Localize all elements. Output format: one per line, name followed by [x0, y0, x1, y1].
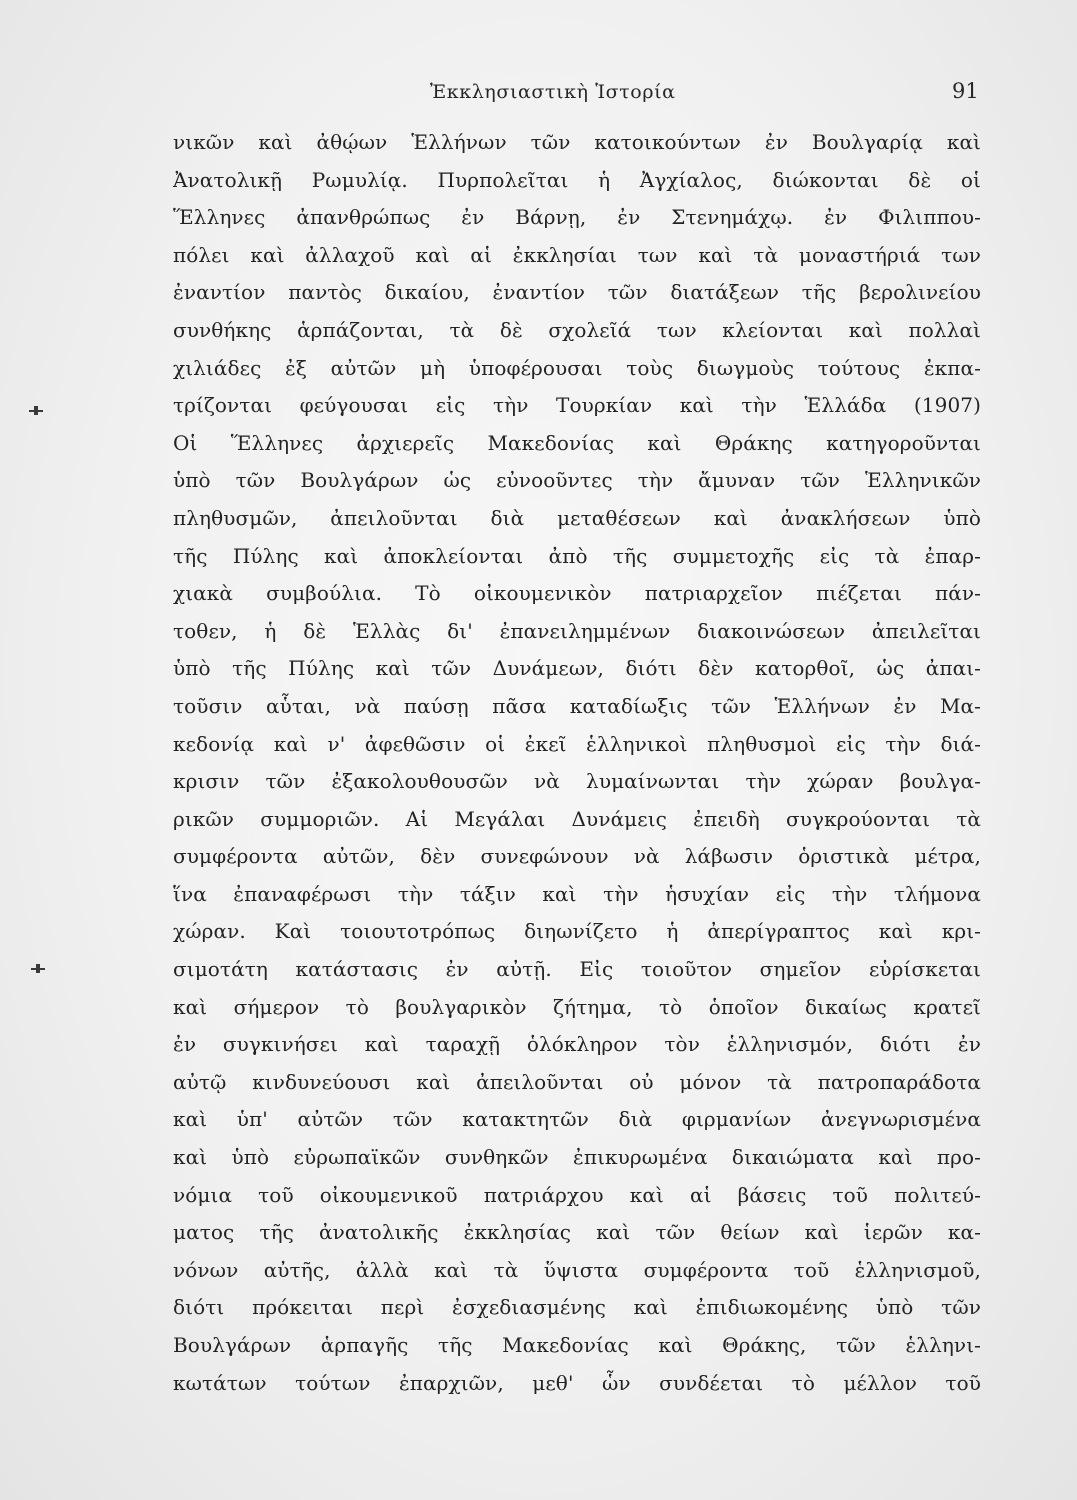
text-line: χιακὰ συμβούλια. Τὸ οἰκουμενικὸν πατριαρχεῖον πιέζεται πάν-: [173, 581, 981, 606]
text-line: Οἱ Ἕλληνες ἀρχιερεῖς Μακεδονίας καὶ Θράκης κατηγοροῦνται: [173, 430, 981, 455]
text-line: ρικῶν συμμοριῶν. Αἱ Μεγάλαι Δυνάμεις ἐπειδὴ συγκρούονται τὰ: [173, 806, 981, 831]
text-line: τρίζονται φεύγουσαι εἰς τὴν Τουρκίαν καὶ τὴν Ἑλλάδα (1907): [173, 393, 981, 418]
running-head-title: Ἐκκλησιαστικὴ Ἱστορία: [430, 81, 676, 103]
text-line: πόλει καὶ ἀλλαχοῦ καὶ αἱ ἐκκλησίαι των καὶ τὰ μοναστήριά των: [173, 242, 981, 267]
text-line: ὑπὸ τῆς Πύλης καὶ τῶν Δυνάμεων, διότι δὲν κατορθοῖ, ὡς ἀπαι-: [173, 656, 981, 681]
text-line: Ἕλληνες ἀπανθρώπως ἐν Βάρνῃ, ἐν Στενημάχῳ. ἐν Φιλιππου-: [173, 205, 981, 230]
text-line: κωτάτων τούτων ἐπαρχιῶν, μεθ' ὧν συνδέεται τὸ μέλλον τοῦ: [173, 1370, 981, 1395]
text-line: αὐτῷ κινδυνεύουσι καὶ ἀπειλοῦνται οὐ μόνον τὰ πατροπαράδοτα: [173, 1069, 981, 1094]
text-line: διότι πρόκειται περὶ ἐσχεδιασμένης καὶ ἐπιδιωκομένης ὑπὸ τῶν: [173, 1295, 981, 1320]
text-line: ἵνα ἐπαναφέρωσι τὴν τάξιν καὶ τὴν ἡσυχίαν εἰς τὴν τλήμονα: [173, 881, 981, 906]
text-line: κρισιν τῶν ἐξακολουθουσῶν νὰ λυμαίνωνται τὴν χώραν βουλγα-: [173, 769, 981, 794]
text-line: νόνων αὐτῆς, ἀλλὰ καὶ τὰ ὕψιστα συμφέροντα τοῦ ἑλληνισμοῦ,: [173, 1257, 981, 1282]
text-line: τοθεν, ἡ δὲ Ἑλλὰς δι' ἐπανειλημμένων διακοινώσεων ἀπειλεῖται: [173, 618, 981, 643]
text-line: ματος τῆς ἀνατολικῆς ἐκκλησίας καὶ τῶν θείων καὶ ἱερῶν κα-: [173, 1220, 981, 1245]
margin-mark-lower: [31, 968, 45, 970]
text-line: καὶ ὑπ' αὐτῶν τῶν κατακτητῶν διὰ φιρμανίων ἀνεγνωρισμένα: [173, 1107, 981, 1132]
text-line: ὑπὸ τῶν Βουλγάρων ὡς εὐνοοῦντες τὴν ἄμυναν τῶν Ἑλληνικῶν: [173, 468, 981, 493]
text-line: ἐν συγκινήσει καὶ ταραχῇ ὁλόκληρον τὸν ἑλληνισμόν, διότι ἐν: [173, 1032, 981, 1057]
text-line: καὶ σήμερον τὸ βουλγαρικὸν ζήτημα, τὸ ὁποῖον δικαίως κρατεῖ: [173, 994, 981, 1019]
text-line: συμφέροντα αὐτῶν, δὲν συνεφώνουν νὰ λάβωσιν ὁριστικὰ μέτρα,: [173, 844, 981, 869]
text-line: τοῦσιν αὗται, νὰ παύσῃ πᾶσα καταδίωξις τῶν Ἑλλήνων ἐν Μα-: [173, 693, 981, 718]
text-line: συνθήκης ἁρπάζονται, τὰ δὲ σχολεῖά των κλείονται καὶ πολλαὶ: [173, 317, 981, 342]
text-line: ἐναντίον παντὸς δικαίου, ἐναντίον τῶν διατάξεων τῆς βερολινείου: [173, 280, 981, 305]
text-line: Ἀνατολικῇ Ρωμυλίᾳ. Πυρπολεῖται ἡ Ἀγχίαλος, διώκονται δὲ οἱ: [173, 167, 981, 192]
margin-mark-upper: [29, 410, 43, 412]
body-text: [173, 124, 981, 1402]
text-line: τῆς Πύλης καὶ ἀποκλείονται ἀπὸ τῆς συμμετοχῆς εἰς τὰ ἐπαρ-: [173, 543, 981, 568]
page-number: 91: [952, 79, 979, 103]
text-line: χιλιάδες ἐξ αὐτῶν μὴ ὑποφέρουσαι τοὺς διωγμοὺς τούτους ἐκπα-: [173, 355, 981, 380]
text-line: Βουλγάρων ἁρπαγῆς τῆς Μακεδονίας καὶ Θράκης, τῶν ἑλληνι-: [173, 1333, 981, 1357]
text-line: χώραν. Καὶ τοιουτοτρόπως διηωνίζετο ἡ ἀπερίγραπτος καὶ κρι-: [173, 919, 981, 944]
text-line: καὶ ὑπὸ εὐρωπαϊκῶν συνθηκῶν ἐπικυρωμένα δικαιώματα καὶ προ-: [173, 1145, 981, 1170]
text-line: νικῶν καὶ ἀθῴων Ἑλλήνων τῶν κατοικούντων ἐν Βουλγαρίᾳ καὶ: [173, 130, 981, 154]
text-line: νόμια τοῦ οἰκουμενικοῦ πατριάρχου καὶ αἱ βάσεις τοῦ πολιτεύ-: [173, 1182, 981, 1207]
text-line: σιμοτάτη κατάστασις ἐν αὐτῇ. Εἰς τοιοῦτον σημεῖον εὑρίσκεται: [173, 957, 981, 982]
text-line: κεδονίᾳ καὶ ν' ἀφεθῶσιν οἱ ἐκεῖ ἑλληνικοὶ πληθυσμοὶ εἰς τὴν διά-: [173, 731, 981, 756]
text-line: πληθυσμῶν, ἀπειλοῦνται διὰ μεταθέσεων καὶ ἀνακλήσεων ὑπὸ: [173, 505, 981, 530]
